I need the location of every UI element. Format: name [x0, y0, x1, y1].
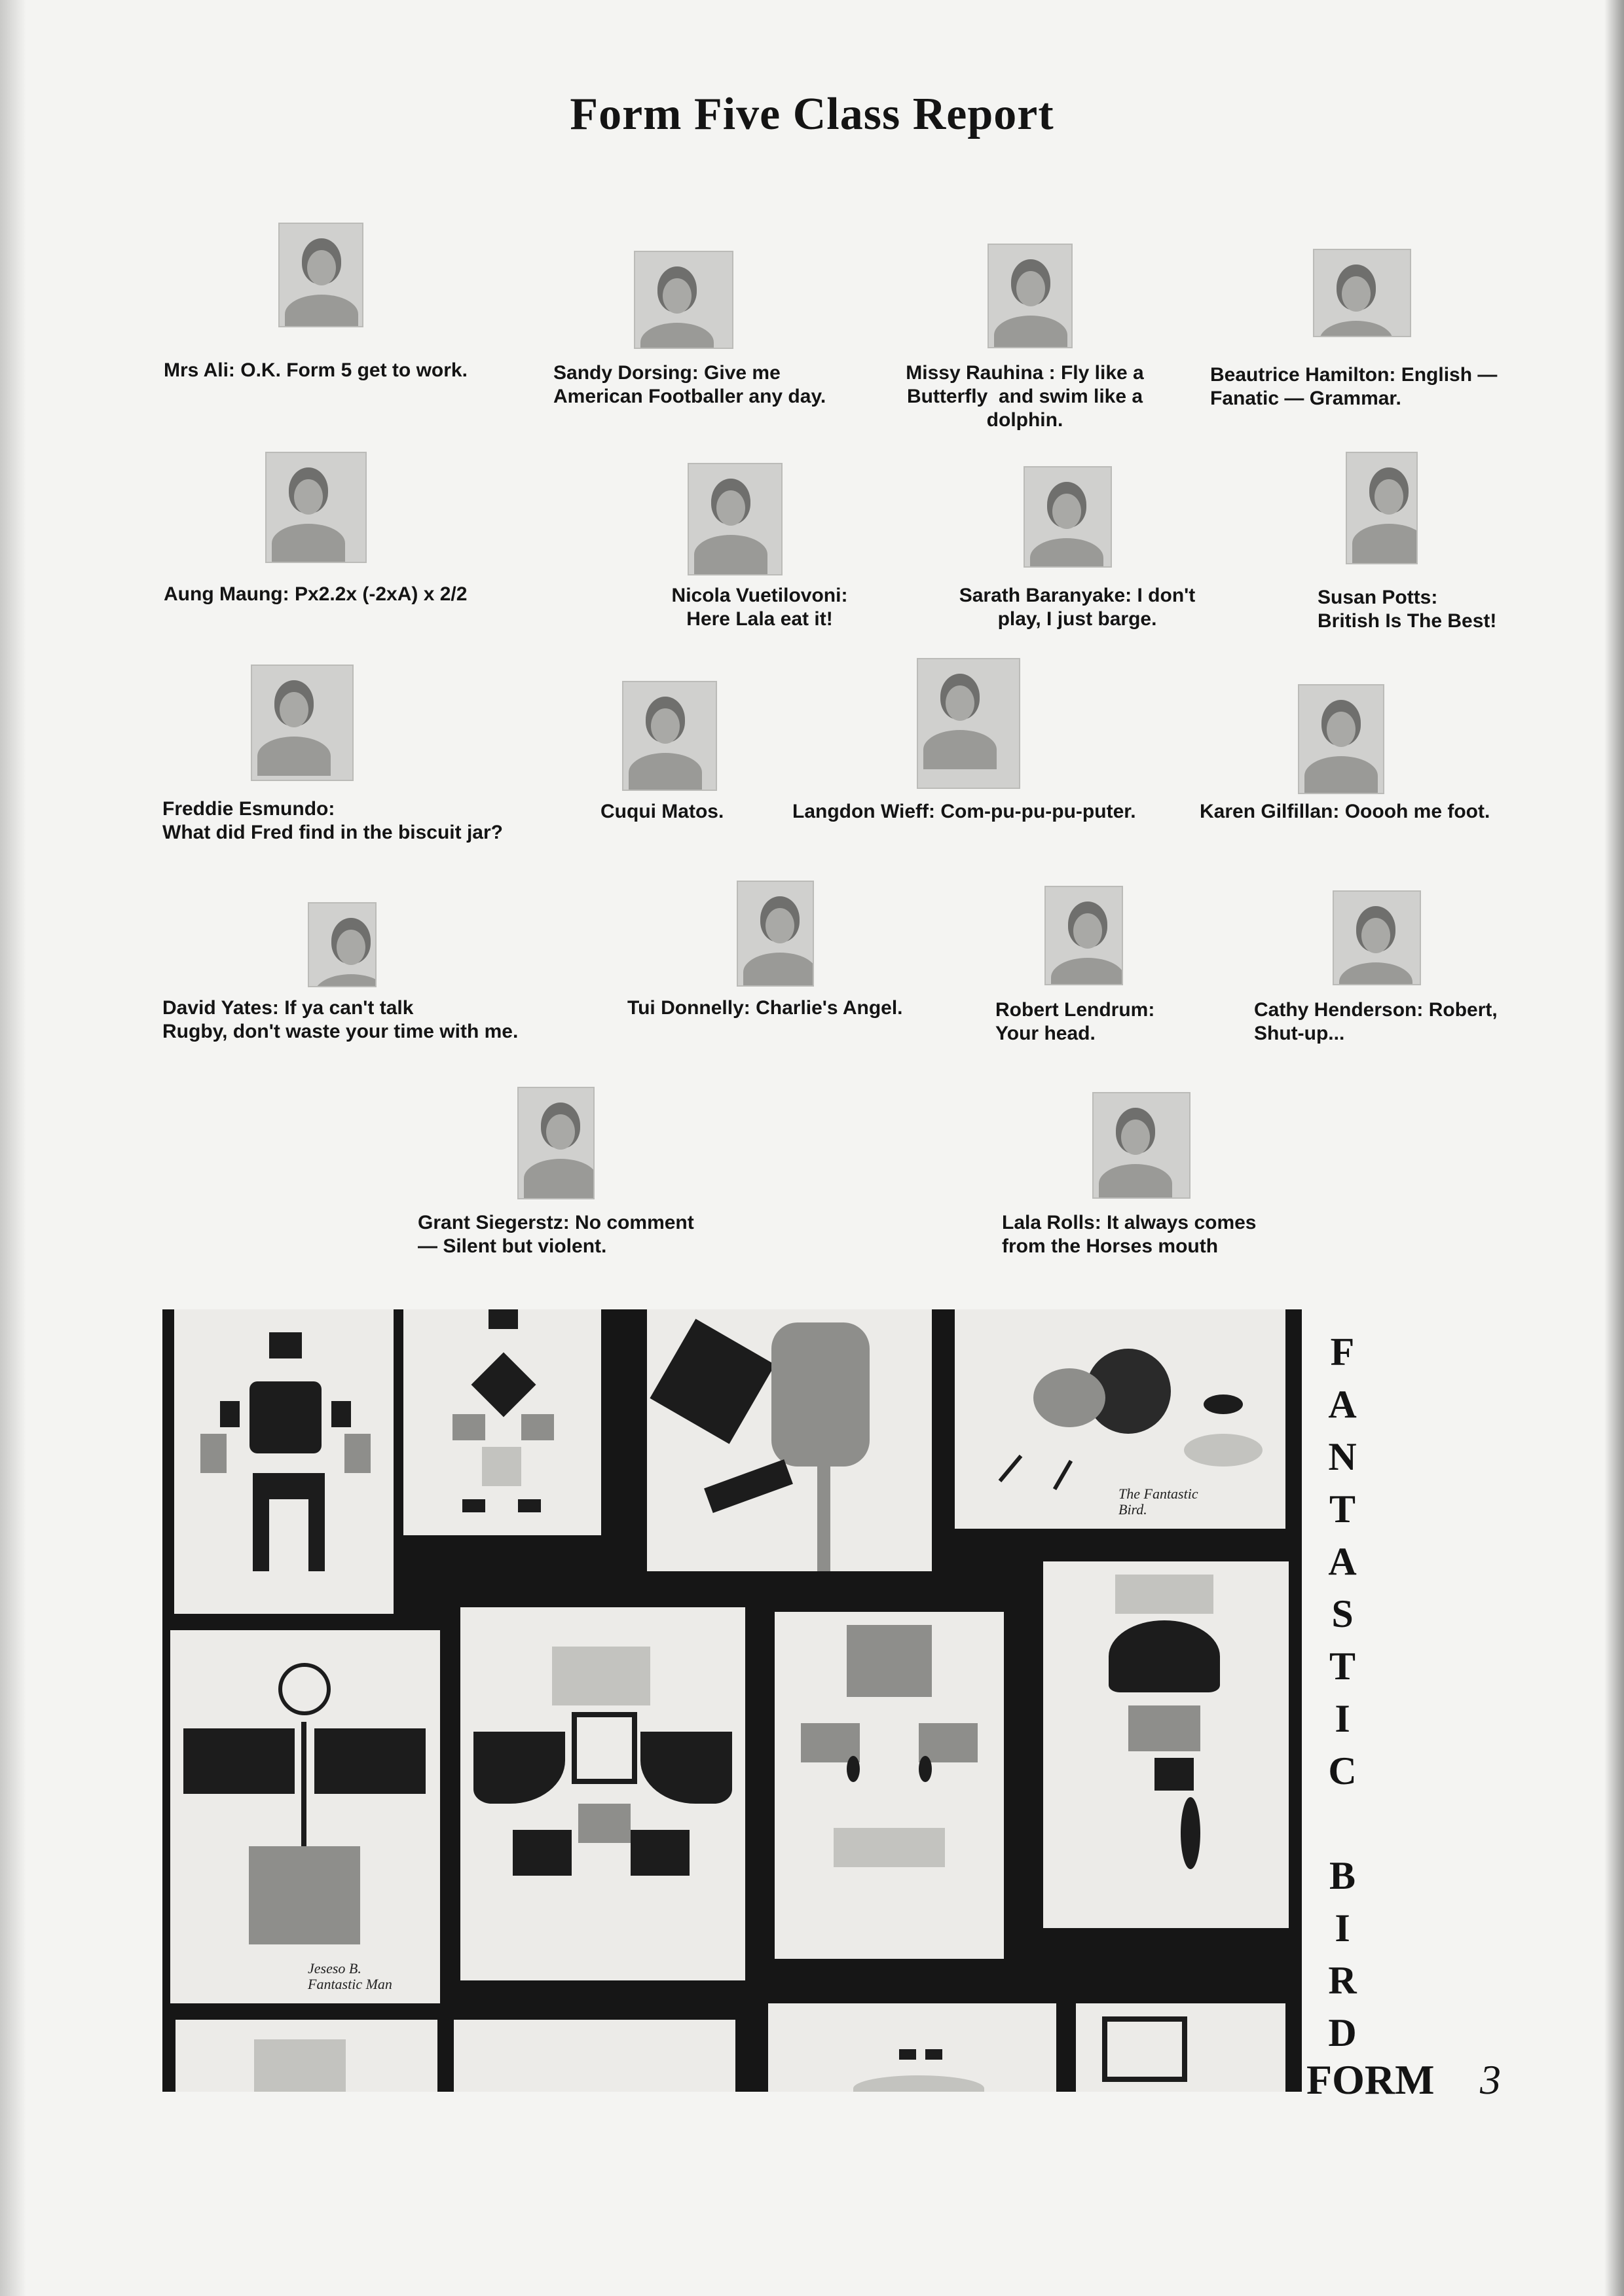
student-photo — [265, 452, 367, 563]
student-caption: Langdon Wieff: Com-pu-pu-pu-puter. — [792, 801, 1136, 822]
artwork-sheet — [175, 2020, 437, 2092]
student-photo — [1024, 466, 1112, 568]
artwork-sheet — [170, 1630, 440, 2003]
student-caption: Cathy Henderson: Robert, Shut-up... — [1254, 999, 1498, 1044]
student-photo — [517, 1087, 595, 1199]
student-caption: Aung Maung: Px2.2x (-2xA) x 2/2 — [164, 583, 468, 605]
vertical-letter: B — [1329, 1854, 1356, 1897]
artwork-sheet — [647, 1309, 932, 1571]
student-caption: Cuqui Matos. — [600, 801, 724, 822]
vertical-letter: N — [1328, 1435, 1357, 1478]
vertical-letter: T — [1329, 1487, 1356, 1531]
vertical-letter: R — [1328, 1959, 1357, 2002]
artwork-signature: The Fantastic Bird. — [1118, 1485, 1198, 1518]
student-caption: David Yates: If ya can't talk Rugby, don't waste your time with me. — [162, 997, 519, 1042]
artwork-sheet — [403, 1309, 601, 1535]
page-edge-left — [0, 0, 26, 2296]
artwork-sheet — [775, 1612, 1004, 1959]
artwork-sheet — [1043, 1561, 1289, 1928]
student-photo — [737, 881, 814, 987]
page-title: Form Five Class Report — [570, 89, 1054, 139]
artwork-sheet — [174, 1309, 394, 1614]
student-photo — [1298, 684, 1384, 794]
page-edge-right — [1604, 0, 1624, 2296]
artwork-sheet — [454, 2020, 735, 2092]
student-caption: Karen Gilfillan: Ooooh me foot. — [1200, 801, 1490, 822]
student-caption: Tui Donnelly: Charlie's Angel. — [627, 997, 903, 1019]
vertical-letter: F — [1330, 1330, 1355, 1374]
student-photo — [1346, 452, 1418, 564]
student-photo — [634, 251, 733, 349]
student-caption: Robert Lendrum: Your head. — [995, 999, 1155, 1044]
vertical-letter: T — [1329, 1645, 1356, 1688]
student-photo — [308, 902, 377, 987]
student-photo — [688, 463, 783, 575]
student-photo — [251, 665, 354, 781]
student-photo — [1044, 886, 1123, 985]
student-caption: Freddie Esmundo: What did Fred find in the biscuit jar? — [162, 798, 503, 843]
artwork-sheet — [768, 2003, 1056, 2092]
student-caption: Beautrice Hamilton: English — Fanatic — Grammar. — [1210, 364, 1498, 409]
vertical-letter: S — [1331, 1592, 1354, 1635]
student-caption: Sandy Dorsing: Give me American Footballer any day. — [553, 362, 826, 407]
student-photo — [917, 658, 1020, 789]
artwork-sheet — [460, 1607, 745, 1980]
student-caption: Mrs Ali: O.K. Form 5 get to work. — [164, 359, 468, 381]
artwork-signature: Jeseso B. Fantastic Man — [308, 1960, 392, 1992]
vertical-letter: C — [1328, 1749, 1357, 1793]
student-caption: Nicola Vuetilovoni: Here Lala eat it! — [671, 585, 848, 630]
vertical-letter: A — [1328, 1540, 1357, 1583]
student-photo — [622, 681, 717, 791]
vertical-letter: I — [1335, 1697, 1350, 1740]
student-caption: Grant Siegerstz: No comment — Silent but violent. — [418, 1212, 694, 1257]
student-photo — [1313, 249, 1411, 337]
student-photo — [278, 223, 363, 327]
vertical-letter: D — [1328, 2011, 1357, 2054]
artwork-sheet — [1076, 2003, 1285, 2092]
footer-form-label: FORM — [1306, 2056, 1435, 2103]
student-caption: Sarath Baranyake: I don't play, I just barge. — [959, 585, 1196, 630]
vertical-letter: A — [1328, 1383, 1357, 1426]
vertical-letter: I — [1335, 1906, 1350, 1950]
student-caption: Lala Rolls: It always comes from the Horses mouth — [1002, 1212, 1257, 1257]
student-photo — [987, 244, 1073, 348]
student-caption: Susan Potts: British Is The Best! — [1318, 587, 1497, 632]
student-caption: Missy Rauhina : Fly like a Butterfly and swim like a dolphin. — [906, 362, 1144, 431]
fantastic-bird-artwork-photo — [162, 1309, 1302, 2092]
page-number: 3 — [1480, 2056, 1501, 2103]
vertical-title — [1310, 1326, 1375, 2059]
student-photo — [1092, 1092, 1190, 1199]
artwork-sheet — [955, 1309, 1285, 1529]
student-photo — [1333, 890, 1421, 985]
